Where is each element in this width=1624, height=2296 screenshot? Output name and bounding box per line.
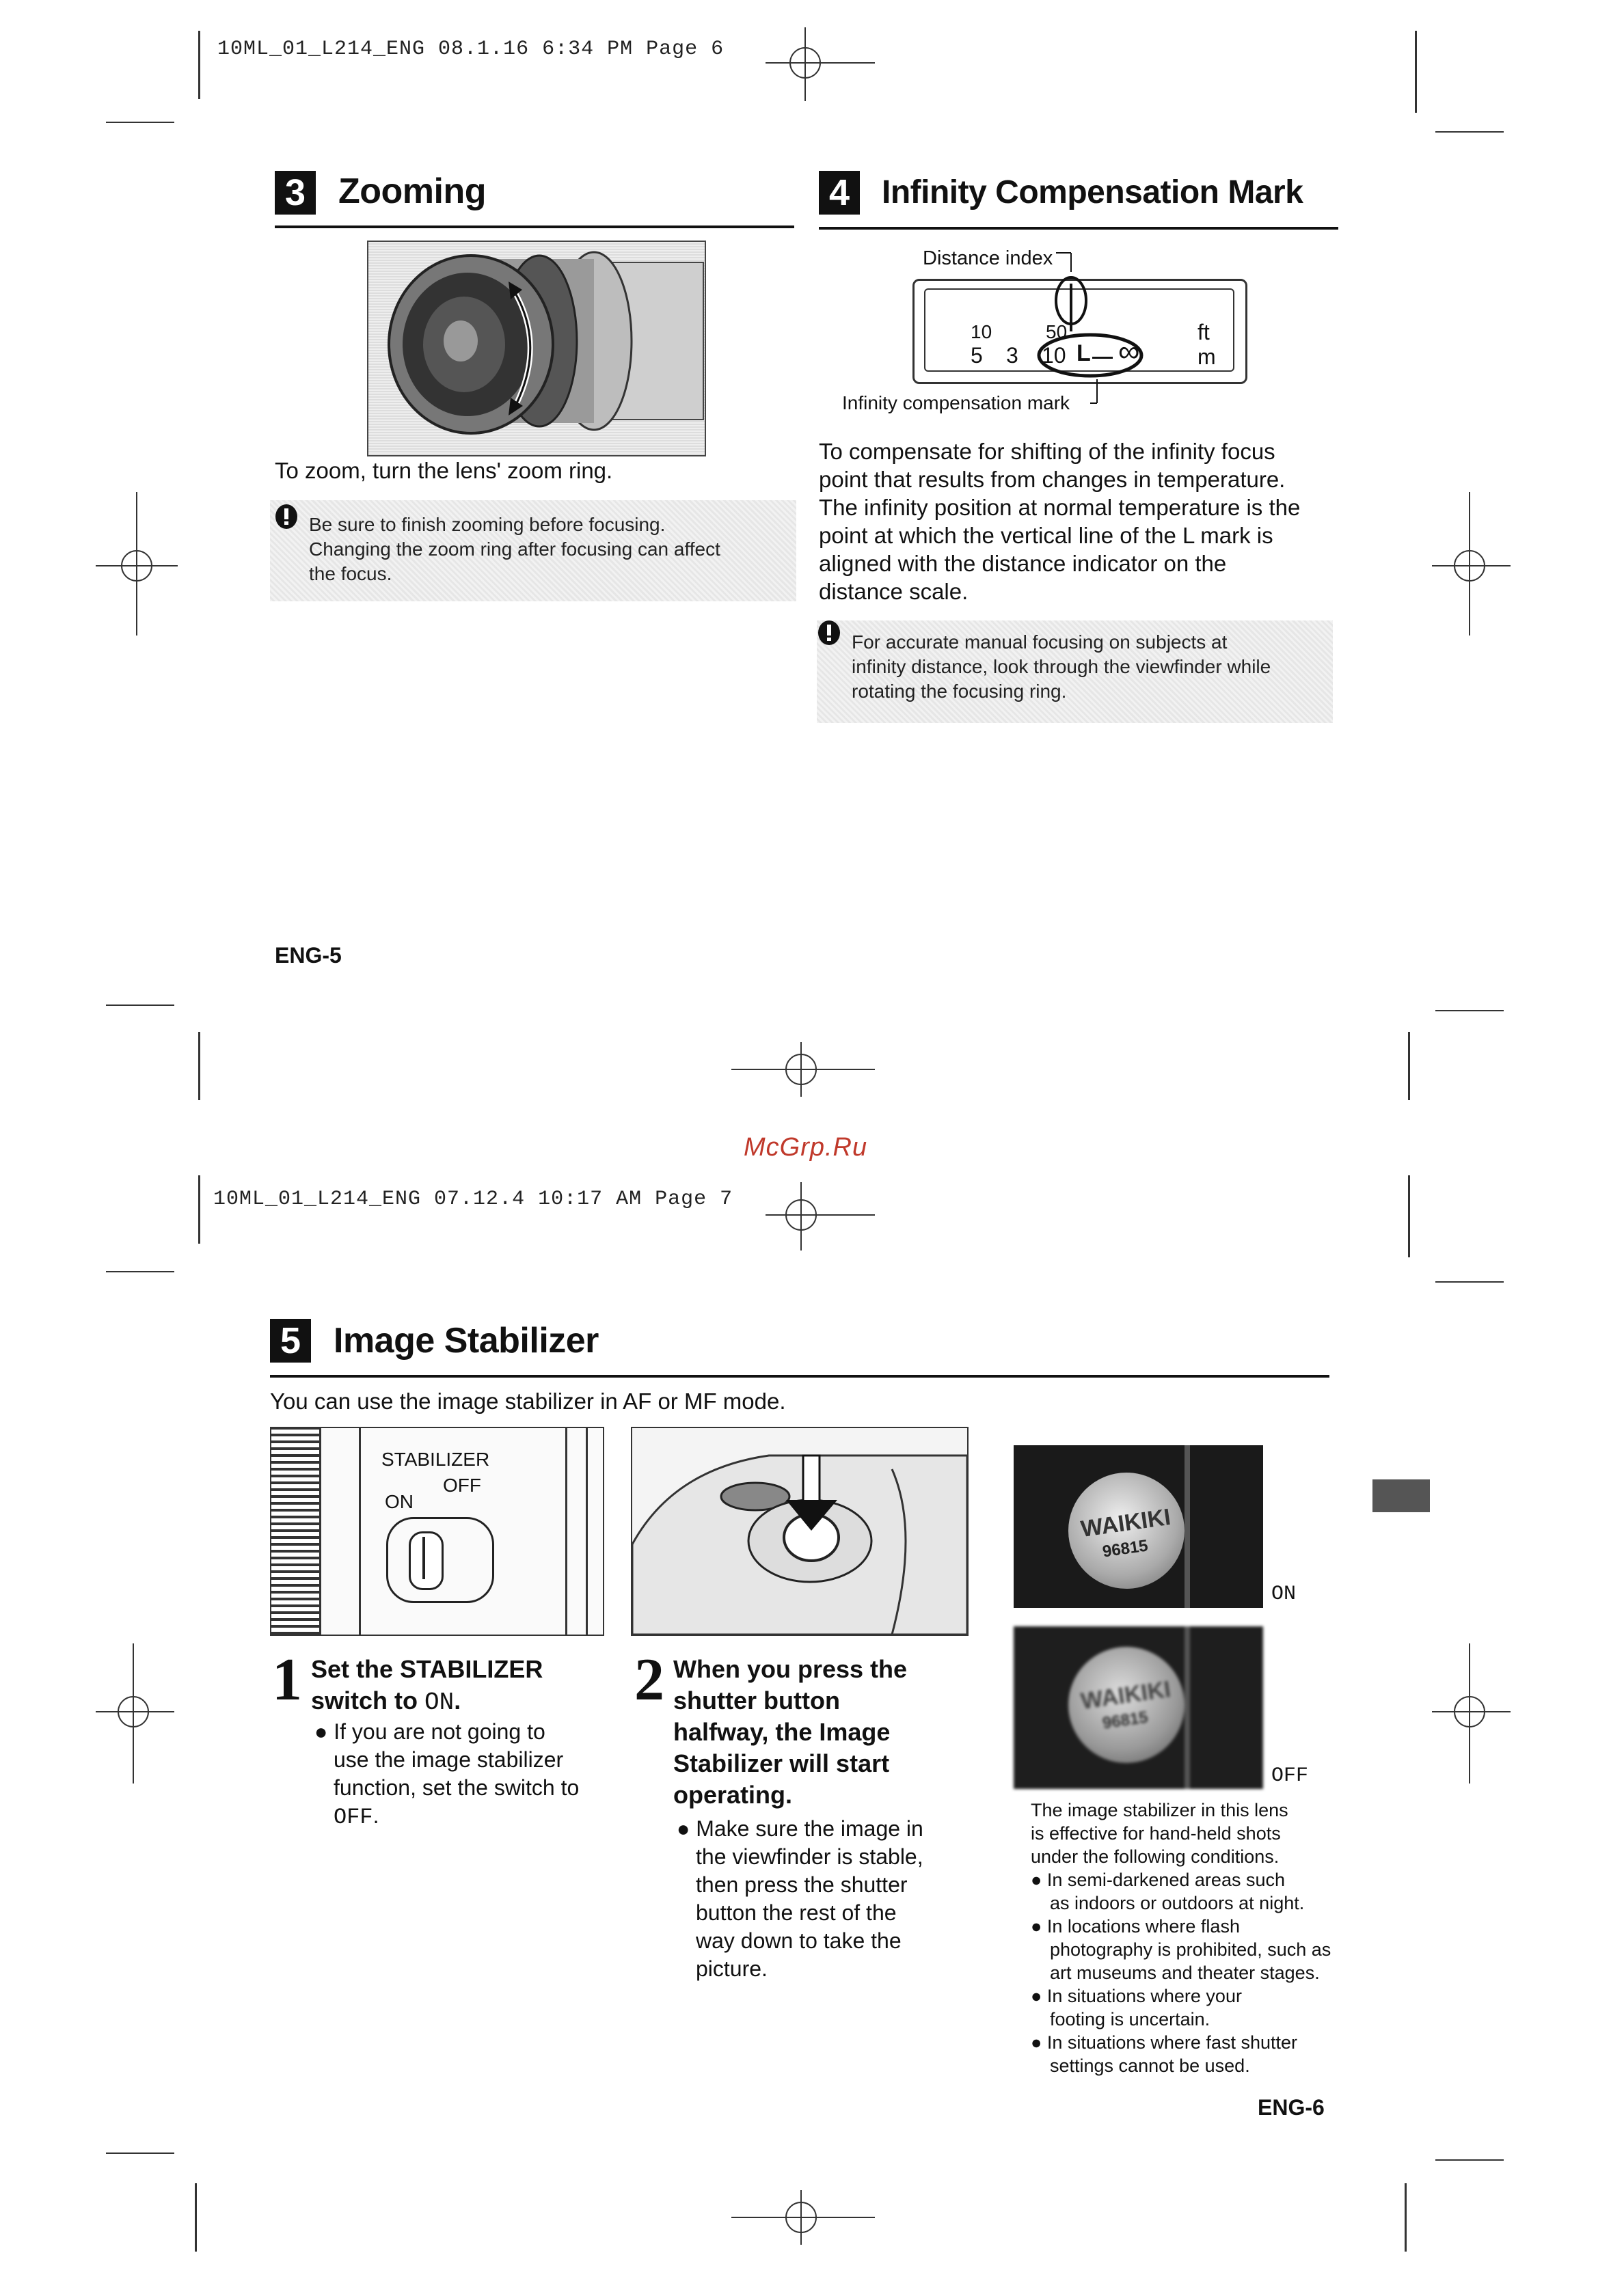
photo-stabilizer-off: [1014, 1626, 1263, 1789]
zoom-ring-illustration: [367, 241, 706, 456]
section-rule: [275, 226, 794, 228]
zoom-caption: To zoom, turn the lens' zoom ring.: [275, 458, 613, 483]
section-number-badge: 5: [270, 1319, 311, 1363]
switch-on-label: ON: [385, 1491, 414, 1512]
section-title-zooming: Zooming: [338, 172, 487, 211]
step-2-number: 2: [634, 1647, 664, 1713]
page-number-top: ENG-5: [275, 943, 342, 968]
unit-m: m: [1197, 344, 1216, 369]
section-title-infinity: Infinity Compensation Mark: [882, 174, 1303, 210]
switch-off-label: OFF: [443, 1475, 481, 1496]
photo-sign-text: WAIKIKI: [1079, 1503, 1173, 1543]
infinity-body-text: To compensate for shifting of the infinity focus point that results from changes in temperature. The infinity position at normal temperature is the point at which the vertical line of the L mark is aligned with the distance indicator on the distance scale.: [819, 439, 1301, 604]
infinity-compensation-mark-label: Infinity compensation mark: [842, 392, 1070, 413]
caution-icon: [818, 620, 840, 645]
scale-m-3: 3: [1006, 343, 1018, 368]
step-2-bullet: ● Make sure the image in the viewfinder is stable, then press the shutter button the rest of the way down to take the picture.: [677, 1816, 923, 1981]
step-1-number: 1: [272, 1647, 302, 1713]
section-title-image-stabilizer: Image Stabilizer: [334, 1321, 599, 1361]
section-rule: [270, 1375, 1329, 1378]
page-number-bottom: ENG-6: [1258, 2095, 1325, 2120]
infinity-symbol: ∞: [1118, 335, 1140, 368]
comp-mark-leader: [1090, 379, 1118, 407]
distance-index-label: Distance index: [923, 247, 1053, 269]
section-rule: [819, 227, 1338, 230]
photo-sign-zip: 96815: [1101, 1708, 1150, 1733]
watermark: McGrp.Ru: [744, 1133, 868, 1162]
print-slug-bottom: 10ML_01_L214_ENG 07.12.4 10:17 AM Page 7: [213, 1188, 733, 1211]
step-1-title: Set the STABILIZER switch to ON.: [311, 1655, 543, 1717]
stabilizer-intro: You can use the image stabilizer in AF or MF mode.: [270, 1389, 786, 1414]
unit-ft: ft: [1197, 320, 1210, 344]
infinity-note-text: For accurate manual focusing on subjects at infinity distance, look through the viewfinder while rotating the focusing ring.: [852, 631, 1271, 702]
scale-ft-50: 50: [1046, 321, 1068, 342]
photo-stabilizer-on: [1014, 1445, 1263, 1608]
stabilizer-conditions: The image stabilizer in this lens is effective for hand-held shots under the following conditions. ● In semi-darkened areas such as indoors or outdoors at night. ● In locations where flash photography is prohibited, such as art museums and theater stages. ● In situations where your footing is uncertain. ● In situations where fast shutter settings cannot be used.: [1031, 1800, 1331, 2076]
photo-sign-text: WAIKIKI: [1079, 1676, 1173, 1715]
stabilizer-switch[interactable]: [386, 1517, 494, 1603]
scale-m-5: 5: [971, 343, 983, 368]
zoom-note-text: Be sure to finish zooming before focusing. Changing the zoom ring after focusing can affect the focus.: [309, 514, 720, 584]
step-2-title: When you press the shutter button halfway, the Image Stabilizer will start operating.: [673, 1655, 908, 1809]
switch-label: STABILIZER: [381, 1449, 490, 1470]
section-number-badge: 4: [819, 171, 860, 215]
scale-m-10: 10: [1042, 343, 1066, 368]
step-1-bullet: ● If you are not going to use the image stabilizer function, set the switch to OFF.: [314, 1719, 580, 1830]
photo-off-label: OFF: [1271, 1764, 1309, 1788]
photo-sign-zip: 96815: [1101, 1536, 1150, 1561]
l-mark: L: [1077, 340, 1091, 366]
section-number-badge: 3: [275, 171, 316, 215]
shutter-button-illustration: [631, 1427, 969, 1636]
photo-on-label: ON: [1271, 1583, 1297, 1606]
scale-ft-10: 10: [971, 321, 992, 342]
print-slug-top: 10ML_01_L214_ENG 08.1.16 6:34 PM Page 6: [217, 38, 725, 61]
caution-icon: [275, 504, 297, 529]
l-mark-line: [1092, 357, 1113, 359]
